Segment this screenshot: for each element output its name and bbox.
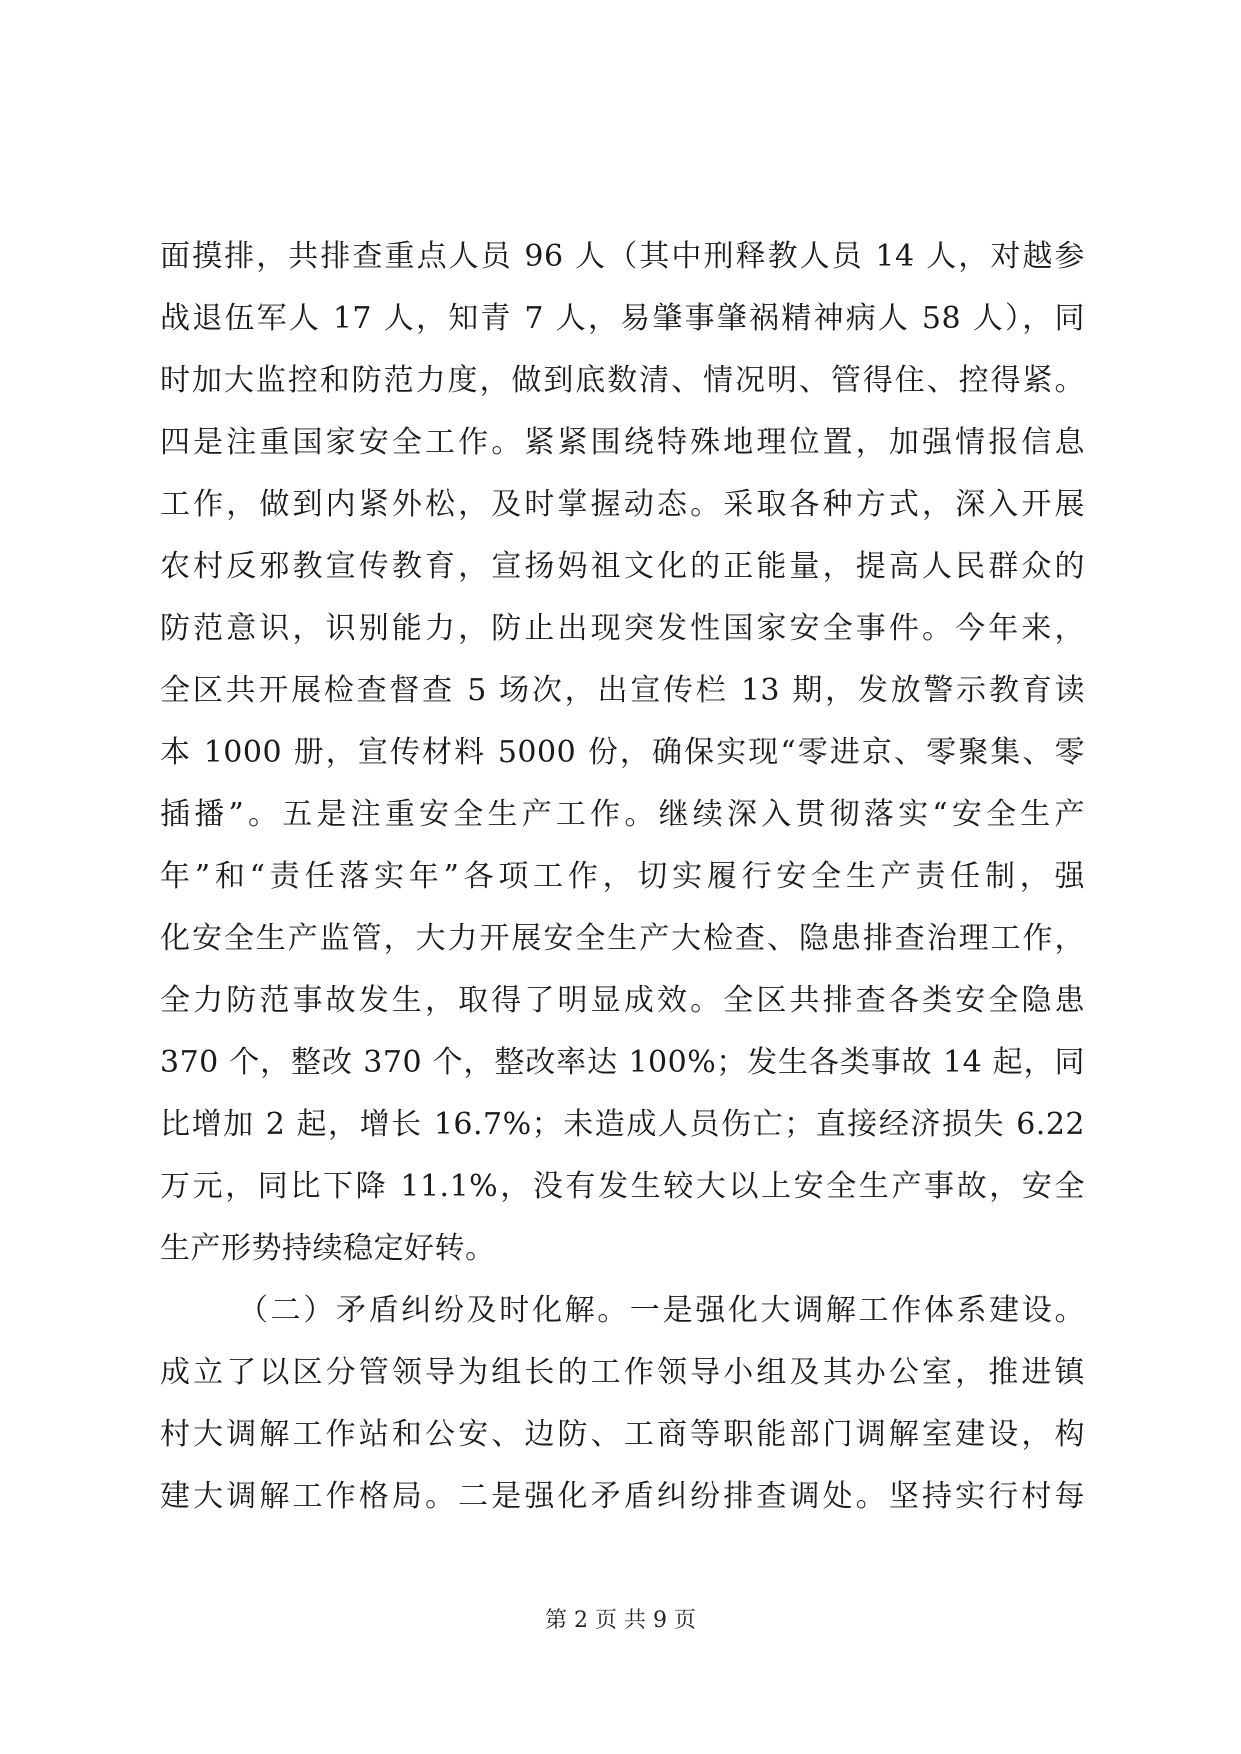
text-line-14: 370 个，整改 370 个，整改率达 100%；发生各类事故 14 起，同: [160, 1045, 1085, 1080]
text-line-11: 年”和“责任落实年”各项工作，切实履行安全生产责任制，强: [160, 859, 1085, 894]
text-line-13: 全力防范事故发生，取得了明显成效。全区共排查各类安全隐患: [160, 983, 1085, 1018]
text-line-9: 本 1000 册，宣传材料 5000 份，确保实现“零进京、零聚集、零: [160, 735, 1085, 770]
text-line-15: 比增加 2 起，增长 16.7%；未造成人员伤亡；直接经济损失 6.22: [160, 1107, 1085, 1142]
text-line-7: 防范意识，识别能力，防止出现突发性国家安全事件。今年来，: [160, 611, 1085, 646]
text-line-16: 万元，同比下降 11.1%，没有发生较大以上安全生产事故，安全: [160, 1169, 1085, 1204]
text-line-4: 四是注重国家安全工作。紧紧围绕特殊地理位置，加强情报信息: [160, 425, 1085, 460]
body-text: [160, 226, 1085, 1528]
text-line-5: 工作，做到内紧外松，及时掌握动态。采取各种方式，深入开展: [160, 487, 1085, 522]
text-line-12: 化安全生产监管，大力开展安全生产大检查、隐患排查治理工作，: [160, 921, 1085, 956]
text-line-2: 战退伍军人 17 人，知青 7 人，易肇事肇祸精神病人 58 人），同: [160, 301, 1085, 336]
page-number-label: 第 2 页 共 9 页: [545, 1608, 696, 1633]
text-line-17: 生产形势持续稳定好转。: [160, 1231, 496, 1266]
text-line-8: 全区共开展检查督查 5 场次，出宣传栏 13 期，发放警示教育读: [160, 673, 1085, 708]
text-line-19: 成立了以区分管领导为组长的工作领导小组及其办公室，推进镇: [160, 1355, 1085, 1390]
text-line-20: 村大调解工作站和公安、边防、工商等职能部门调解室建设，构: [160, 1417, 1085, 1452]
text-line-18: （二）矛盾纠纷及时化解。一是强化大调解工作体系建设。: [238, 1293, 1085, 1328]
text-line-21: 建大调解工作格局。二是强化矛盾纠纷排查调处。坚持实行村每: [160, 1479, 1085, 1514]
text-line-1: 面摸排，共排查重点人员 96 人（其中刑释教人员 14 人，对越参: [160, 239, 1085, 274]
text-line-10: 插播”。五是注重安全生产工作。继续深入贯彻落实“安全生产: [160, 797, 1085, 832]
text-line-6: 农村反邪教宣传教育，宣扬妈祖文化的正能量，提高人民群众的: [160, 549, 1085, 584]
text-line-3: 时加大监控和防范力度，做到底数清、情况明、管得住、控得紧。: [160, 363, 1085, 398]
page-footer: [0, 1606, 1241, 1636]
